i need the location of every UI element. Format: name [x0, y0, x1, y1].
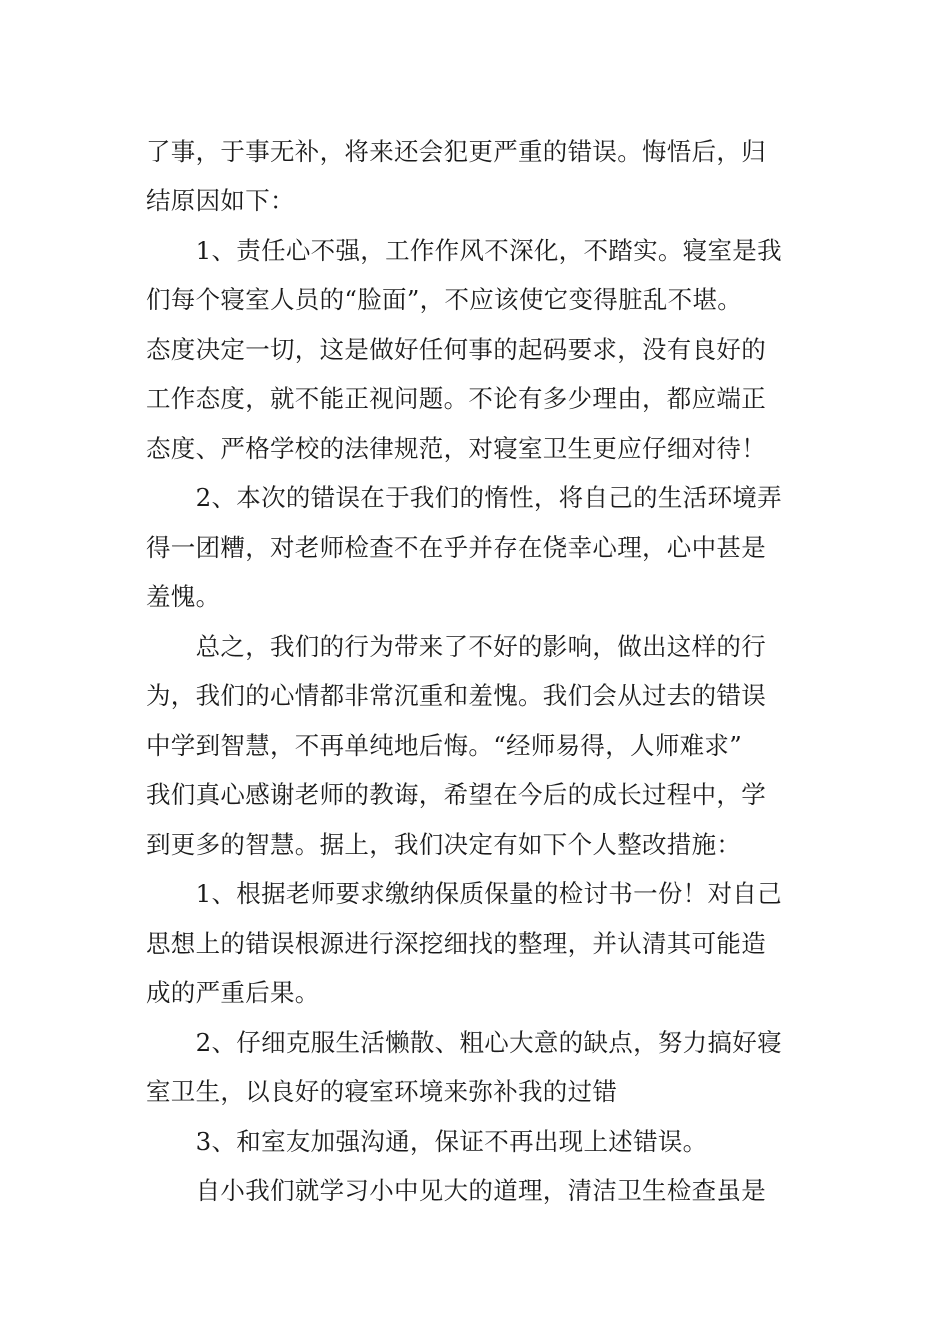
text-line: 1、责任心不强，工作作风不深化，不踏实。寝室是我	[146, 236, 782, 265]
text-line: 中学到智慧，不再单纯地后悔。“经师易得，人师难求”	[146, 731, 743, 760]
text-line: 羞愧。	[146, 582, 221, 611]
text-line: 了事，于事无补，将来还会犯更严重的错误。悔悟后，归	[146, 137, 766, 166]
text-line: 得一团糟，对老师检查不在乎并存在侥幸心理，心中甚是	[146, 533, 766, 562]
text-line: 到更多的智慧。据上，我们决定有如下个人整改措施：	[146, 830, 742, 859]
text-line: 们每个寝室人员的“脸面”，不应该使它变得脏乱不堪。	[146, 285, 743, 314]
text-line: 自小我们就学习小中见大的道理，清洁卫生检查虽是	[146, 1176, 766, 1205]
text-line: 态度、严格学校的法律规范，对寝室卫生更应仔细对待！	[146, 434, 766, 463]
text-line: 思想上的错误根源进行深挖细找的整理，并认清其可能造	[146, 929, 766, 958]
text-line: 总之，我们的行为带来了不好的影响，做出这样的行	[146, 632, 766, 661]
text-line: 为，我们的心情都非常沉重和羞愧。我们会从过去的错误	[146, 681, 766, 710]
text-line: 结原因如下：	[146, 186, 295, 215]
text-line: 室卫生，以良好的寝室环境来弥补我的过错	[146, 1077, 618, 1106]
text-line: 2、本次的错误在于我们的惰性，将自己的生活环境弄	[146, 483, 782, 512]
text-line: 态度决定一切，这是做好任何事的起码要求，没有良好的	[146, 335, 766, 364]
text-line: 3、和室友加强沟通，保证不再出现上述错误。	[146, 1127, 708, 1156]
text-line: 成的严重后果。	[146, 978, 320, 1007]
text-line: 2、仔细克服生活懒散、粗心大意的缺点，努力搞好寝	[146, 1028, 782, 1057]
text-line: 工作态度，就不能正视问题。不论有多少理由，都应端正	[146, 384, 766, 413]
text-line: 1、根据老师要求缴纳保质保量的检讨书一份！对自己	[146, 879, 782, 908]
text-line: 我们真心感谢老师的教诲，希望在今后的成长过程中，学	[146, 780, 766, 809]
